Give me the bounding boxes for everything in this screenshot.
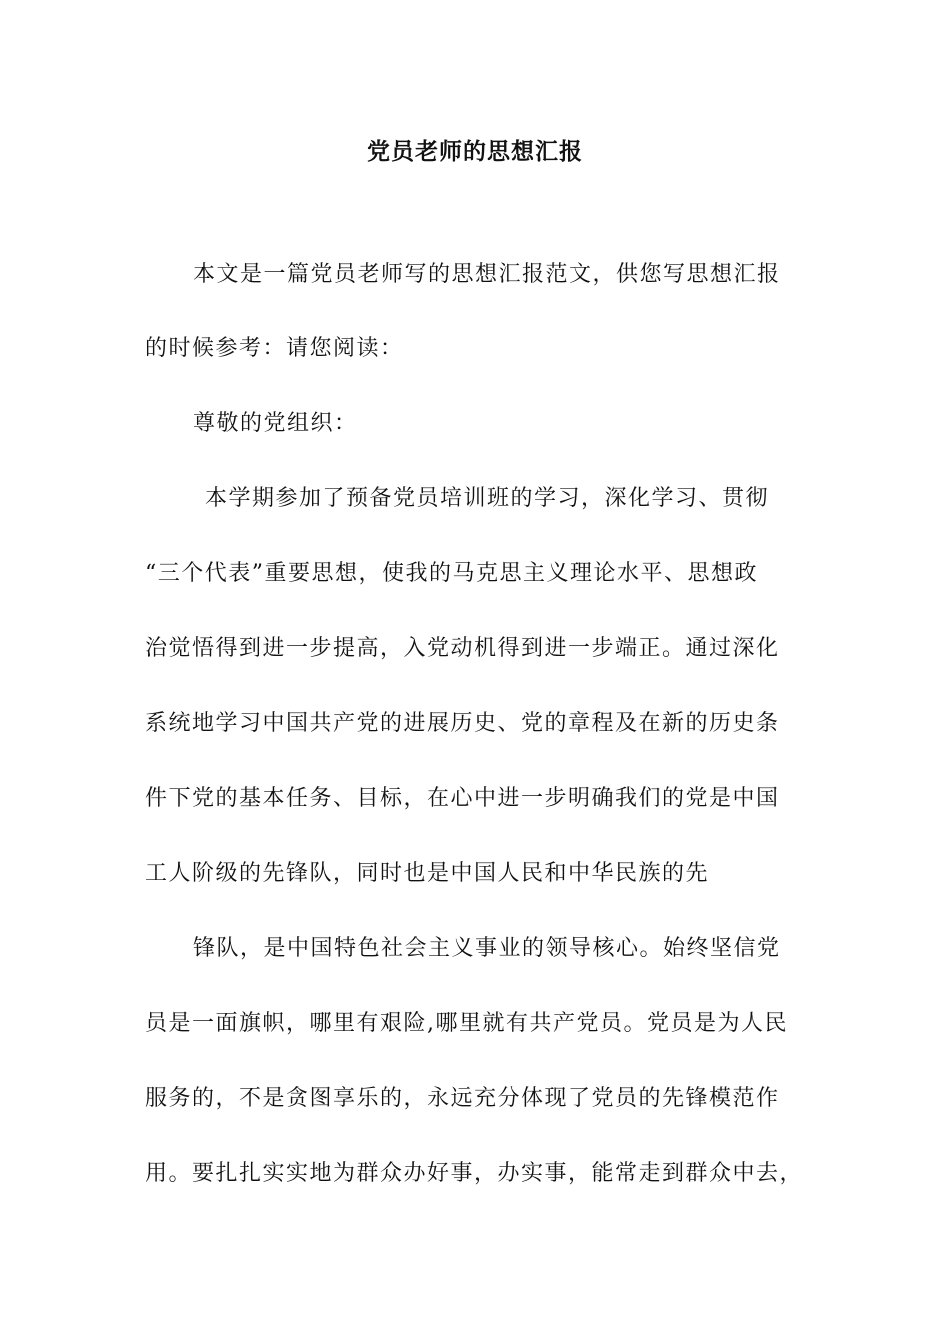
paragraph-line: 的时候参考：请您阅读： [145, 336, 404, 361]
salutation-line: 尊敬的党组织： [193, 411, 358, 436]
paragraph-line: 治觉悟得到进一步提高，入党动机得到进一步端正。通过深化 [145, 636, 780, 661]
paragraph-line: 件下党的基本任务、目标，在心中进一步明确我们的党是中国 [145, 786, 780, 811]
paragraph-line: 服务的，不是贪图享乐的，永远充分体现了党员的先锋模范作 [145, 1086, 780, 1111]
paragraph-line: 系统地学习中国共产党的进展历史、党的章程及在新的历史条 [145, 711, 780, 736]
paragraph-line: 用。要扎扎实实地为群众办好事，办实事，能常走到群众中去， [145, 1161, 804, 1186]
paragraph-line: “三个代表”重要思想，使我的马克思主义理论水平、思想政 [145, 561, 758, 586]
paragraph-line: 员是一面旗帜，哪里有艰险,哪里就有共产党员。党员是为人民 [145, 1011, 788, 1036]
paragraph-line: 锋队，是中国特色社会主义事业的领导核心。始终坚信党 [193, 936, 781, 961]
paragraph-line: 工人阶级的先锋队，同时也是中国人民和中华民族的先 [145, 861, 710, 886]
document-title: 党员老师的思想汇报 [367, 138, 583, 165]
paragraph-line: 本文是一篇党员老师写的思想汇报范文，供您写思想汇报 [193, 262, 781, 287]
paragraph-line: 本学期参加了预备党员培训班的学习，深化学习、贯彻 [205, 486, 770, 511]
